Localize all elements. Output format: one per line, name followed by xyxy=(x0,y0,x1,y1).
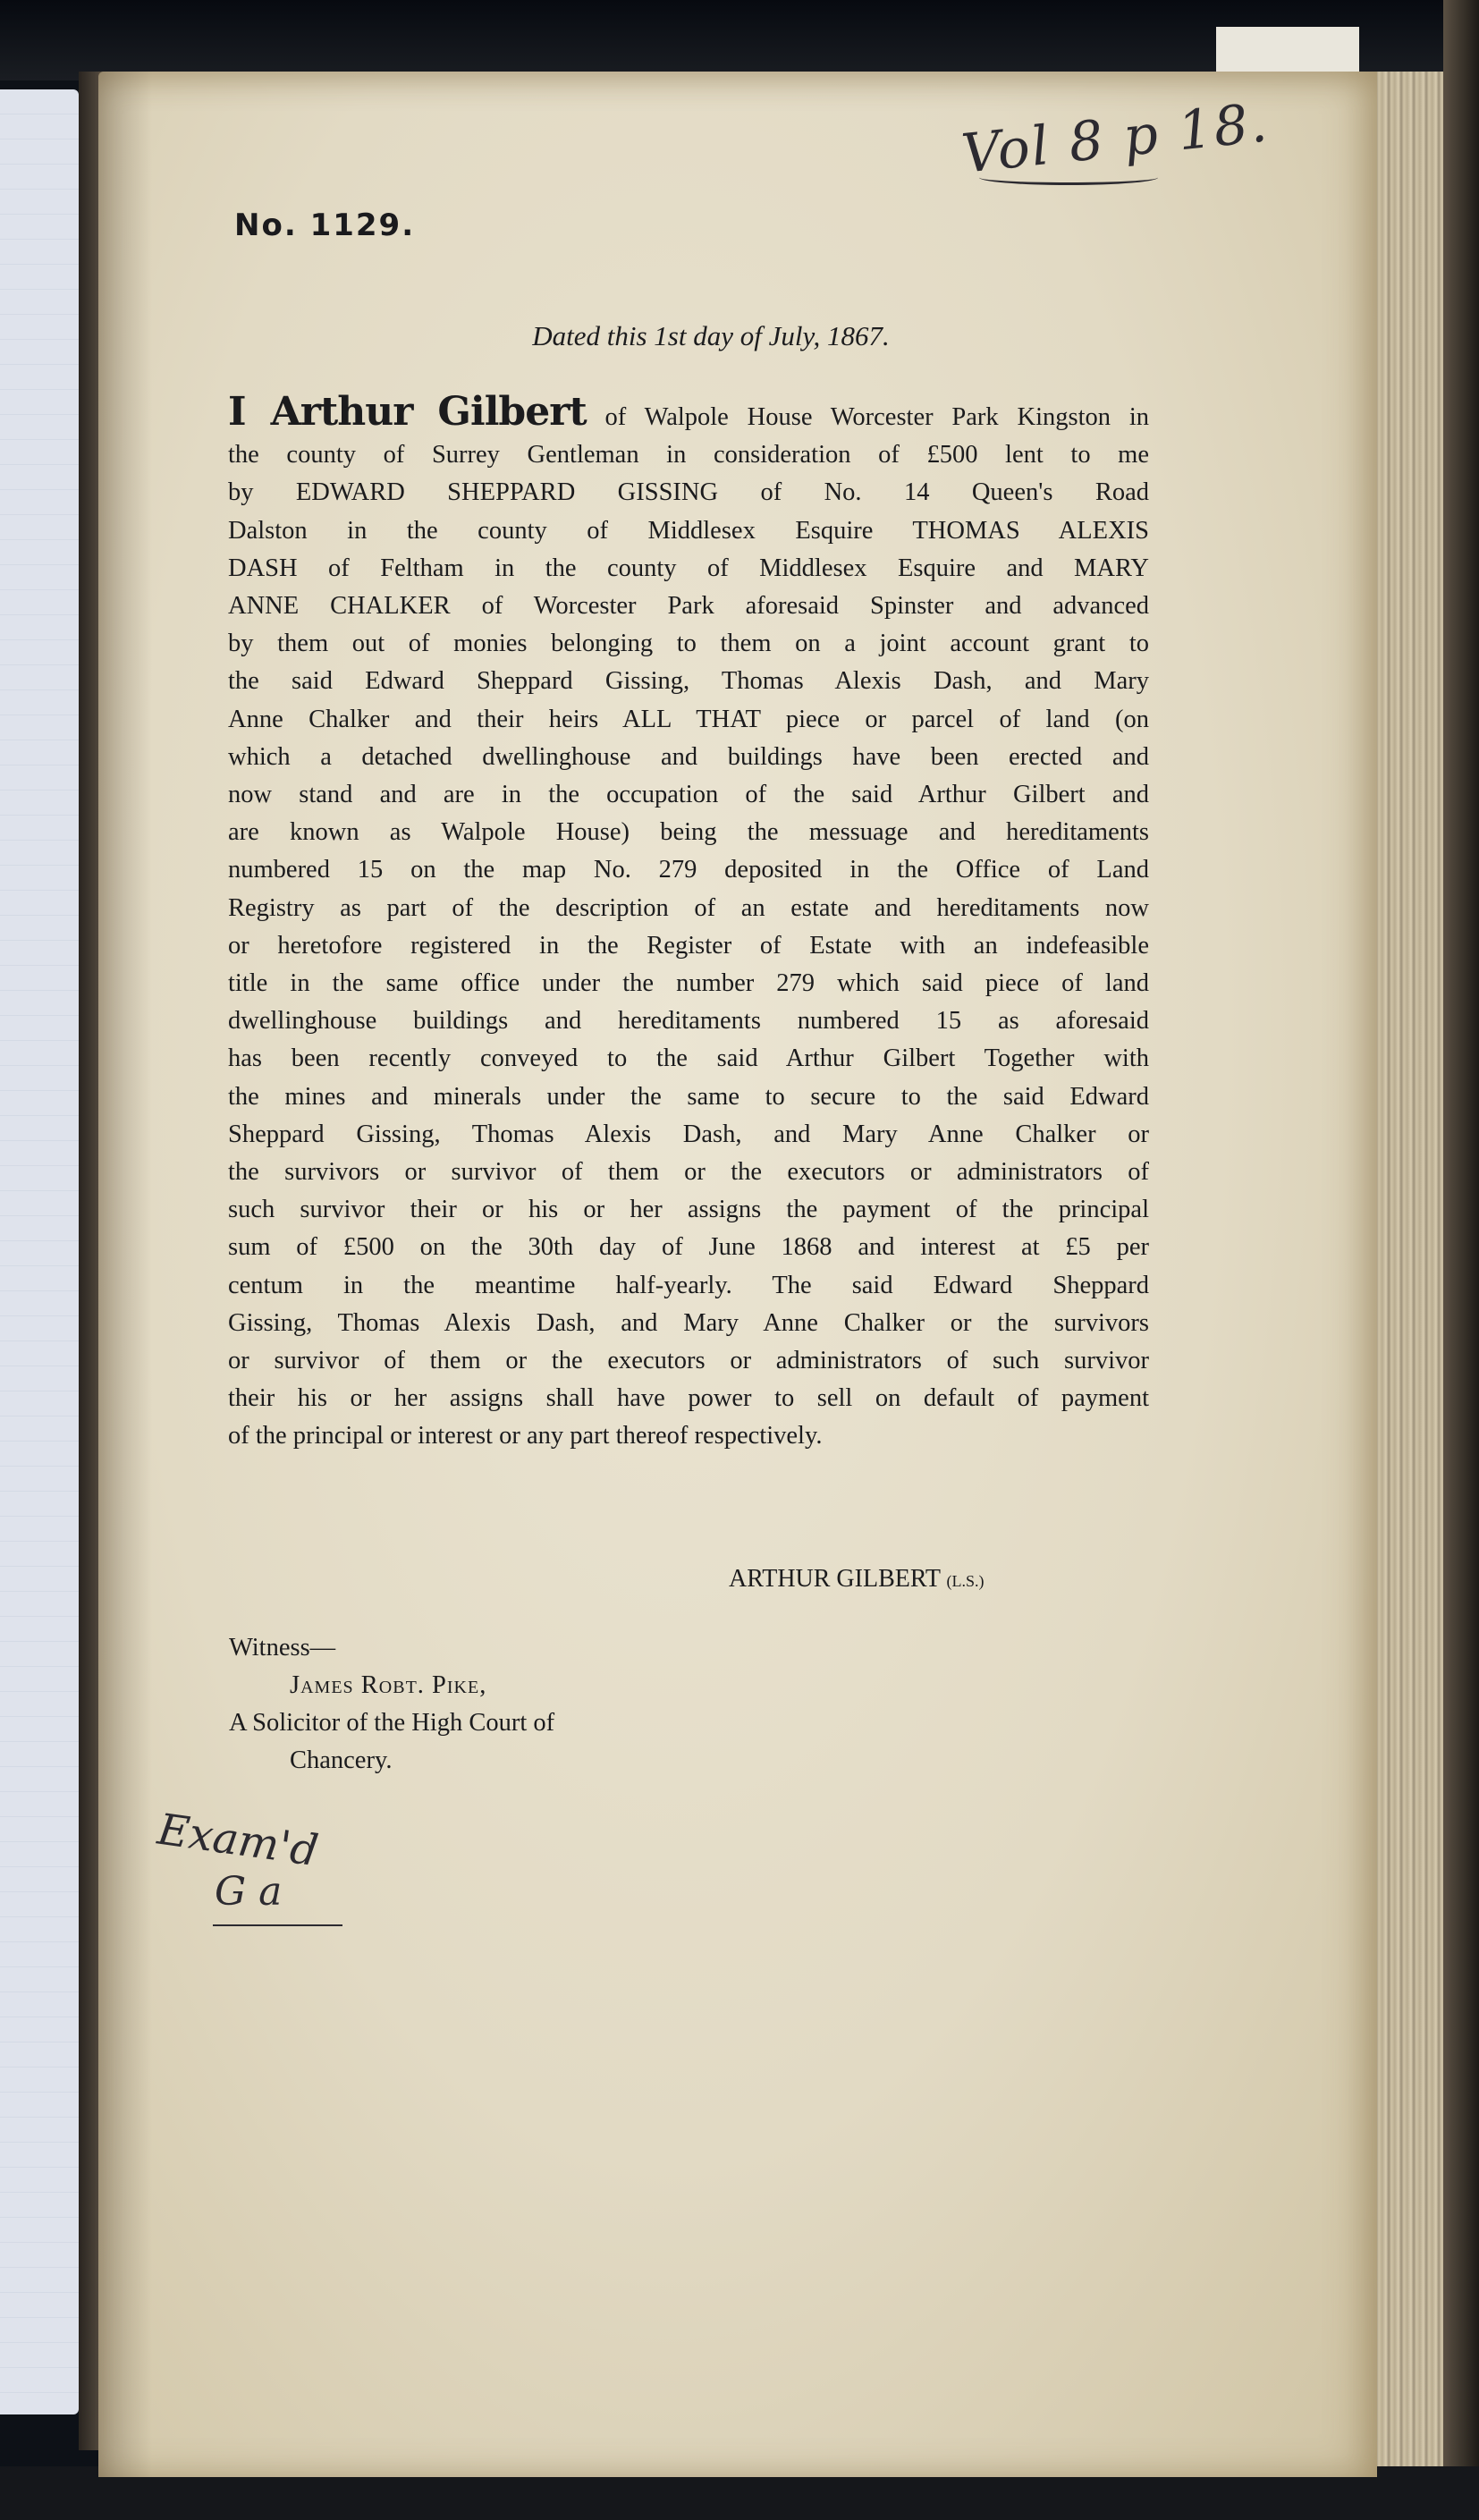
witness-name: James Robt. Pike, xyxy=(290,1671,487,1699)
body-line: by EDWARD SHEPPARD GISSING of No. 14 Queen's Road xyxy=(228,478,1149,507)
body-line: are known as Walpole House) being the messuage and hereditaments xyxy=(228,818,1149,847)
body-line: now stand and are in the occupation of the said Arthur Gilbert and xyxy=(228,781,1149,809)
body-line: sum of £500 on the 30th day of June 1868 and interest at £5 per xyxy=(228,1233,1149,1262)
body-line: such survivor their or his or her assigns the payment of the principal xyxy=(228,1196,1149,1224)
deed-body xyxy=(228,389,1150,1456)
witness-label: Witness— xyxy=(229,1634,336,1662)
body-line: centum in the meantime half-yearly. The said Edward Sheppard xyxy=(228,1271,1149,1299)
seal-mark: (L.S.) xyxy=(946,1572,985,1590)
examined-underline xyxy=(213,1924,342,1926)
witness-title-cont: Chancery. xyxy=(290,1746,393,1774)
examined-initials: G a xyxy=(215,1869,283,1915)
document-number: No. 1129. xyxy=(234,207,416,243)
paper-shadow xyxy=(98,72,152,2477)
body-line: has been recently conveyed to the said Arthur Gilbert Together with xyxy=(228,1044,1149,1073)
body-line: Gissing, Thomas Alexis Dash, and Mary Anne Chalker or the survivors xyxy=(228,1308,1149,1337)
page-stack-shadow xyxy=(1443,0,1479,2520)
dated-line: Dated this 1st day of July, 1867. xyxy=(532,320,890,351)
body-line: the said Edward Sheppard Gissing, Thomas Alexis Dash, and Mary xyxy=(228,667,1149,696)
signature-line xyxy=(729,1565,984,1594)
adjacent-ledger-page xyxy=(0,89,79,2414)
reference-note: Vol 8 p 18. xyxy=(959,91,1272,186)
witness-title: A Solicitor of the High Court of xyxy=(229,1709,555,1737)
body-line: or heretofore registered in the Register of Estate with an indefeasible xyxy=(228,931,1149,960)
top-background xyxy=(0,0,1479,80)
body-line-1: I Arthur Gilbert of Walpole House Worcester Park Kingston in xyxy=(228,389,1150,435)
body-line: Anne Chalker and their heirs ALL THAT piece or parcel of land (on xyxy=(228,705,1149,733)
body-line: ANNE CHALKER of Worcester Park aforesaid Spinster and advanced xyxy=(228,592,1149,621)
body-line: which a detached dwellinghouse and buildings have been erected and xyxy=(228,742,1149,771)
examined-note: Exam'd xyxy=(154,1804,322,1877)
body-line: title in the same office under the number 279 which said piece of land xyxy=(228,969,1149,998)
body-line: the survivors or survivor of them or the executors or administrators of xyxy=(228,1158,1149,1187)
body-line: or survivor of them or the executors or administrators of such survivor xyxy=(228,1347,1149,1375)
signatory-name: ARTHUR GILBERT xyxy=(729,1565,941,1593)
body-line: DASH of Feltham in the county of Middlesex Esquire and MARY xyxy=(228,554,1149,582)
body-line: their his or her assigns shall have power to sell on default of payment xyxy=(228,1384,1149,1413)
reference-underline xyxy=(979,170,1158,185)
body-line: dwellinghouse buildings and hereditaments numbered 15 as aforesaid xyxy=(228,1007,1149,1036)
grantor-name: I Arthur Gilbert xyxy=(228,389,587,435)
body-line: Registry as part of the description of an estate and hereditaments now xyxy=(228,893,1149,922)
body-line: the mines and minerals under the same to secure to the said Edward xyxy=(228,1082,1149,1111)
witness-block xyxy=(229,1629,554,1780)
body-line: numbered 15 on the map No. 279 deposited in the Office of Land xyxy=(228,856,1149,884)
body-line: Sheppard Gissing, Thomas Alexis Dash, and Mary Anne Chalker or xyxy=(228,1120,1149,1148)
body-line: by them out of monies belonging to them on a joint account grant to xyxy=(228,630,1149,658)
body-line: of the principal or interest or any part thereof respectively. xyxy=(228,1422,823,1450)
body-line: the county of Surrey Gentleman in consideration of £500 lent to me xyxy=(228,441,1149,469)
body-line: Dalston in the county of Middlesex Esquire THOMAS ALEXIS xyxy=(228,516,1149,545)
